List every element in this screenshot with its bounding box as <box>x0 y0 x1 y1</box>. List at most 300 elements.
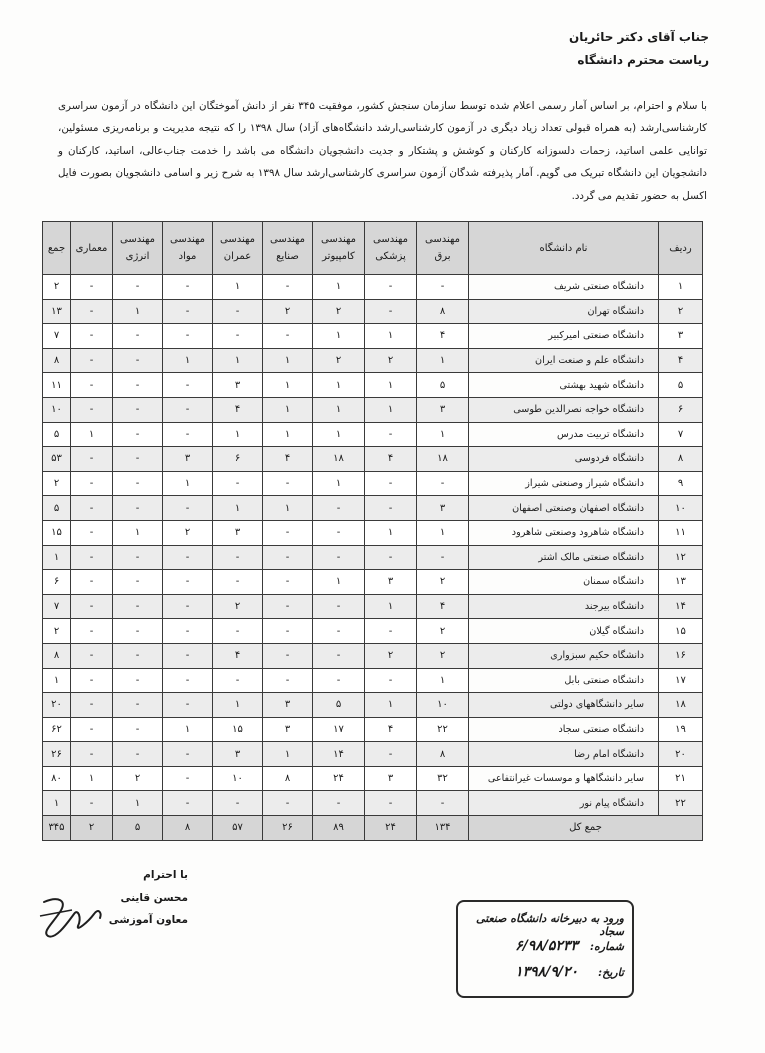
total-cell: ۲۶ <box>263 816 313 841</box>
count-cell: - <box>113 422 163 447</box>
university-cell: دانشگاه اصفهان وصنعتی اصفهان <box>469 496 659 521</box>
count-cell: - <box>113 496 163 521</box>
university-cell: دانشگاه فردوسی <box>469 447 659 472</box>
count-cell: - <box>113 324 163 349</box>
count-cell: - <box>417 471 469 496</box>
count-cell: - <box>163 742 213 767</box>
count-cell: ۱ <box>365 520 417 545</box>
totals-label: جمع کل <box>469 816 703 841</box>
count-cell: - <box>263 619 313 644</box>
count-cell: ۲۴ <box>313 766 365 791</box>
table-row <box>43 422 703 447</box>
row-number-cell: ۱۲ <box>659 545 703 570</box>
count-cell: ۱ <box>365 324 417 349</box>
count-cell: ۲ <box>113 766 163 791</box>
header-medical: مهندسی پزشکی <box>365 222 417 275</box>
count-cell: ۱ <box>113 791 163 816</box>
count-cell: ۳ <box>263 693 313 718</box>
count-cell: - <box>365 275 417 300</box>
count-cell: - <box>313 791 365 816</box>
count-cell: ۲ <box>417 570 469 595</box>
table-body <box>43 275 703 816</box>
count-cell: - <box>71 668 113 693</box>
count-cell: ۱ <box>213 496 263 521</box>
table-row <box>43 693 703 718</box>
row-number-cell: ۱۷ <box>659 668 703 693</box>
count-cell: - <box>365 299 417 324</box>
count-cell: - <box>113 570 163 595</box>
count-cell: ۱ <box>313 570 365 595</box>
university-cell: دانشگاه صنعتی بابل <box>469 668 659 693</box>
row-number-cell: ۱۰ <box>659 496 703 521</box>
count-cell: - <box>163 570 213 595</box>
signature-block <box>98 864 188 932</box>
count-cell: - <box>313 545 365 570</box>
count-cell: ۳ <box>163 447 213 472</box>
recipient-name: جناب آقای دکتر حائریان <box>569 30 709 44</box>
signer-name: محسن قاینی <box>120 891 188 904</box>
count-cell: ۱ <box>365 594 417 619</box>
totals-row <box>43 816 703 841</box>
row-number-cell: ۱ <box>659 275 703 300</box>
row-number-cell: ۶ <box>659 397 703 422</box>
row-total-cell: ۸ <box>43 348 71 373</box>
count-cell: - <box>71 742 113 767</box>
row-total-cell: ۱۱ <box>43 373 71 398</box>
count-cell: ۱۸ <box>313 447 365 472</box>
count-cell: ۲ <box>263 299 313 324</box>
count-cell: - <box>71 348 113 373</box>
university-cell: دانشگاه تهران <box>469 299 659 324</box>
count-cell: ۱ <box>313 397 365 422</box>
stamp-number-label: شماره: <box>589 940 624 953</box>
university-cell: سایر دانشگاههای دولتی <box>469 693 659 718</box>
count-cell: ۱ <box>113 299 163 324</box>
count-cell: ۱ <box>313 422 365 447</box>
count-cell: ۴ <box>417 594 469 619</box>
count-cell: ۱ <box>213 275 263 300</box>
university-cell: دانشگاه صنعتی سجاد <box>469 717 659 742</box>
count-cell: - <box>71 447 113 472</box>
row-number-cell: ۱۸ <box>659 693 703 718</box>
count-cell: - <box>417 791 469 816</box>
header-materials: مهندسی مواد <box>163 222 213 275</box>
count-cell: - <box>113 742 163 767</box>
table-header-row <box>43 222 703 275</box>
count-cell: - <box>365 471 417 496</box>
count-cell: - <box>71 471 113 496</box>
count-cell: - <box>365 496 417 521</box>
count-cell: ۲ <box>313 348 365 373</box>
count-cell: - <box>163 545 213 570</box>
row-total-cell: ۲ <box>43 619 71 644</box>
count-cell: ۱ <box>263 742 313 767</box>
count-cell: - <box>213 299 263 324</box>
count-cell: ۴ <box>213 397 263 422</box>
row-total-cell: ۱ <box>43 668 71 693</box>
row-total-cell: ۲۶ <box>43 742 71 767</box>
count-cell: - <box>113 643 163 668</box>
table-row <box>43 545 703 570</box>
header-university: نام دانشگاه <box>469 222 659 275</box>
university-cell: دانشگاه خواجه نصرالدین طوسی <box>469 397 659 422</box>
count-cell: ۱ <box>263 496 313 521</box>
count-cell: - <box>313 643 365 668</box>
count-cell: ۵ <box>313 693 365 718</box>
table-row <box>43 594 703 619</box>
count-cell: ۱۵ <box>213 717 263 742</box>
count-cell: ۲۲ <box>417 717 469 742</box>
row-total-cell: ۲ <box>43 471 71 496</box>
row-total-cell: ۲ <box>43 275 71 300</box>
count-cell: ۳ <box>213 742 263 767</box>
count-cell: ۱ <box>365 397 417 422</box>
university-cell: دانشگاه شهید بهشتی <box>469 373 659 398</box>
university-cell: دانشگاه حکیم سبزواری <box>469 643 659 668</box>
count-cell: ۱ <box>213 348 263 373</box>
count-cell: ۱۴ <box>313 742 365 767</box>
count-cell: ۲ <box>313 299 365 324</box>
count-cell: ۱ <box>263 373 313 398</box>
count-cell: - <box>71 520 113 545</box>
count-cell: - <box>163 422 213 447</box>
total-cell: ۸۹ <box>313 816 365 841</box>
count-cell: - <box>71 397 113 422</box>
count-cell: - <box>263 275 313 300</box>
row-total-cell: ۲۰ <box>43 693 71 718</box>
count-cell: ۱ <box>417 422 469 447</box>
count-cell: - <box>71 373 113 398</box>
count-cell: - <box>71 717 113 742</box>
table-row <box>43 742 703 767</box>
count-cell: - <box>163 496 213 521</box>
count-cell: - <box>163 643 213 668</box>
count-cell: ۱ <box>263 422 313 447</box>
university-cell: دانشگاه صنعتی امیرکبیر <box>469 324 659 349</box>
count-cell: ۱ <box>213 422 263 447</box>
recipient-title: ریاست محترم دانشگاه <box>577 53 709 67</box>
row-number-cell: ۱۳ <box>659 570 703 595</box>
count-cell: - <box>71 496 113 521</box>
count-cell: ۶ <box>213 447 263 472</box>
count-cell: - <box>113 545 163 570</box>
header-computer: مهندسی کامپیوتر <box>313 222 365 275</box>
count-cell: - <box>313 520 365 545</box>
count-cell: ۱۷ <box>313 717 365 742</box>
count-cell: ۱۰ <box>213 766 263 791</box>
row-total-cell: ۸ <box>43 643 71 668</box>
university-cell: دانشگاه صنعتی شریف <box>469 275 659 300</box>
row-total-cell: ۱۰ <box>43 397 71 422</box>
row-total-cell: ۶ <box>43 570 71 595</box>
count-cell: - <box>213 545 263 570</box>
university-cell: دانشگاه سمنان <box>469 570 659 595</box>
count-cell: - <box>365 742 417 767</box>
row-total-cell: ۱۵ <box>43 520 71 545</box>
stamp-number-value: ۶/۹۸/۵۲۳۳ <box>515 938 578 954</box>
count-cell: - <box>263 471 313 496</box>
row-number-cell: ۲۲ <box>659 791 703 816</box>
count-cell: - <box>213 324 263 349</box>
total-cell: ۱۳۴ <box>417 816 469 841</box>
header-row-number: ردیف <box>659 222 703 275</box>
header-architecture: معماری <box>71 222 113 275</box>
count-cell: - <box>163 373 213 398</box>
university-cell: دانشگاه تربیت مدرس <box>469 422 659 447</box>
table-row <box>43 668 703 693</box>
count-cell: - <box>71 791 113 816</box>
count-cell: - <box>213 791 263 816</box>
admissions-table <box>42 221 703 841</box>
count-cell: - <box>113 397 163 422</box>
count-cell: - <box>213 570 263 595</box>
table-row <box>43 447 703 472</box>
count-cell: ۲ <box>365 643 417 668</box>
count-cell: ۱ <box>313 373 365 398</box>
count-cell: - <box>263 324 313 349</box>
count-cell: - <box>263 791 313 816</box>
count-cell: ۱۰ <box>417 693 469 718</box>
count-cell: ۱ <box>71 766 113 791</box>
count-cell: ۲ <box>365 348 417 373</box>
count-cell: - <box>163 693 213 718</box>
table-row <box>43 619 703 644</box>
count-cell: - <box>113 619 163 644</box>
count-cell: ۱۸ <box>417 447 469 472</box>
row-total-cell: ۷ <box>43 324 71 349</box>
count-cell: - <box>417 545 469 570</box>
count-cell: ۱ <box>313 275 365 300</box>
university-cell: دانشگاه پیام نور <box>469 791 659 816</box>
count-cell: - <box>71 545 113 570</box>
table-row <box>43 397 703 422</box>
count-cell: - <box>365 619 417 644</box>
count-cell: - <box>113 447 163 472</box>
count-cell: - <box>263 570 313 595</box>
count-cell: ۳ <box>417 397 469 422</box>
header-electrical: مهندسی برق <box>417 222 469 275</box>
table-row <box>43 373 703 398</box>
total-cell: ۵۷ <box>213 816 263 841</box>
count-cell: ۱ <box>417 668 469 693</box>
count-cell: - <box>71 619 113 644</box>
table-row <box>43 717 703 742</box>
count-cell: - <box>71 570 113 595</box>
row-number-cell: ۱۴ <box>659 594 703 619</box>
table-row <box>43 570 703 595</box>
count-cell: ۳ <box>213 520 263 545</box>
row-number-cell: ۵ <box>659 373 703 398</box>
count-cell: ۳ <box>365 766 417 791</box>
count-cell: - <box>163 619 213 644</box>
signer-title: معاون آموزشی <box>108 914 188 926</box>
count-cell: ۱ <box>313 324 365 349</box>
count-cell: - <box>313 594 365 619</box>
count-cell: - <box>263 545 313 570</box>
count-cell: ۲ <box>213 594 263 619</box>
count-cell: - <box>313 496 365 521</box>
count-cell: ۱ <box>71 422 113 447</box>
salutation <box>569 26 709 72</box>
count-cell: - <box>113 594 163 619</box>
row-number-cell: ۲ <box>659 299 703 324</box>
header-industrial: مهندسی صنایع <box>263 222 313 275</box>
count-cell: ۴ <box>365 717 417 742</box>
table-row <box>43 791 703 816</box>
count-cell: - <box>113 348 163 373</box>
count-cell: - <box>71 693 113 718</box>
count-cell: - <box>163 324 213 349</box>
row-number-cell: ۱۱ <box>659 520 703 545</box>
university-cell: دانشگاه شاهرود وصنعتی شاهرود <box>469 520 659 545</box>
registry-stamp <box>456 900 634 998</box>
count-cell: - <box>213 668 263 693</box>
row-number-cell: ۱۶ <box>659 643 703 668</box>
count-cell: - <box>263 520 313 545</box>
count-cell: - <box>365 791 417 816</box>
total-cell: ۲۴ <box>365 816 417 841</box>
count-cell: ۲ <box>163 520 213 545</box>
total-cell: ۳۴۵ <box>43 816 71 841</box>
university-cell: دانشگاه بیرجند <box>469 594 659 619</box>
count-cell: - <box>263 643 313 668</box>
row-total-cell: ۱۳ <box>43 299 71 324</box>
row-total-cell: ۵ <box>43 496 71 521</box>
row-number-cell: ۳ <box>659 324 703 349</box>
table-row <box>43 471 703 496</box>
count-cell: - <box>213 471 263 496</box>
intro-paragraph: با سلام و احترام، بر اساس آمار رسمی اعلام شده توسط سازمان سنجش کشور، موفقیت ۳۴۵ نفر از دانش آموختگان این دانشگاه در آزمون سراسری کارشناسی‌ارشد (به همراه قبولی تعداد زیاد دیگری در آزمون کارشناسی‌ارشد دانشگاه‌های آزاد) سال ۱۳۹۸ را که نتیجه مدیریت و برنامه‌ریزی مسئولین، توانایی علمی اساتید، زحمات دلسوزانه کارکنان و کوشش و پشتکار و جدیت دانشجویان دانشگاه می باشد را خدمت جناب‌عالی، اساتید، کارکنان و دانشجویان این دانشگاه تبریک می گویم. آمار پذیرفته شدگان آزمون سراسری کارشناسی‌ارشد سال ۱۳۹۸ به شرح زیر و اسامی دانشجویان بصورت فایل اکسل به حضور تقدیم می گردد. <box>58 100 708 202</box>
row-number-cell: ۲۱ <box>659 766 703 791</box>
header-civil: مهندسی عمران <box>213 222 263 275</box>
row-total-cell: ۱ <box>43 791 71 816</box>
count-cell: - <box>163 791 213 816</box>
count-cell: - <box>113 275 163 300</box>
count-cell: - <box>113 693 163 718</box>
count-cell: ۲ <box>417 643 469 668</box>
row-number-cell: ۸ <box>659 447 703 472</box>
row-number-cell: ۱۹ <box>659 717 703 742</box>
count-cell: ۳ <box>417 496 469 521</box>
table-row <box>43 643 703 668</box>
row-total-cell: ۵ <box>43 422 71 447</box>
total-cell: ۸ <box>163 816 213 841</box>
count-cell: ۱ <box>113 520 163 545</box>
table-row <box>43 299 703 324</box>
count-cell: - <box>313 619 365 644</box>
count-cell: - <box>163 668 213 693</box>
count-cell: ۱ <box>313 471 365 496</box>
count-cell: - <box>163 594 213 619</box>
table-row <box>43 766 703 791</box>
count-cell: - <box>71 275 113 300</box>
university-cell: دانشگاه صنعتی مالک اشتر <box>469 545 659 570</box>
count-cell: ۱ <box>417 348 469 373</box>
header-total: جمع <box>43 222 71 275</box>
university-cell: دانشگاه امام رضا <box>469 742 659 767</box>
table-row <box>43 348 703 373</box>
count-cell: - <box>163 299 213 324</box>
closing: با احترام <box>143 869 188 881</box>
row-number-cell: ۴ <box>659 348 703 373</box>
count-cell: ۱ <box>365 373 417 398</box>
count-cell: ۴ <box>213 643 263 668</box>
count-cell: ۳ <box>263 717 313 742</box>
stamp-title: ورود به دبیرخانه دانشگاه صنعتی سجاد <box>475 912 624 938</box>
count-cell: ۱ <box>163 348 213 373</box>
count-cell: ۴ <box>263 447 313 472</box>
count-cell: ۳ <box>365 570 417 595</box>
count-cell: - <box>213 619 263 644</box>
row-total-cell: ۷ <box>43 594 71 619</box>
row-number-cell: ۲۰ <box>659 742 703 767</box>
university-cell: دانشگاه علم و صنعت ایران <box>469 348 659 373</box>
count-cell: ۱ <box>263 348 313 373</box>
row-number-cell: ۷ <box>659 422 703 447</box>
count-cell: ۳ <box>213 373 263 398</box>
table-row <box>43 520 703 545</box>
count-cell: - <box>163 397 213 422</box>
count-cell: ۸ <box>417 299 469 324</box>
count-cell: ۸ <box>263 766 313 791</box>
count-cell: ۴ <box>365 447 417 472</box>
count-cell: - <box>113 373 163 398</box>
university-cell: سایر دانشگاهها و موسسات غیرانتفاعی <box>469 766 659 791</box>
count-cell: ۴ <box>417 324 469 349</box>
count-cell: ۲ <box>417 619 469 644</box>
count-cell: ۱ <box>163 471 213 496</box>
table-row <box>43 275 703 300</box>
table-row <box>43 324 703 349</box>
count-cell: - <box>313 668 365 693</box>
stamp-date-label: تاریخ: <box>598 966 624 979</box>
count-cell: ۱ <box>263 397 313 422</box>
count-cell: - <box>163 275 213 300</box>
count-cell: ۱ <box>417 520 469 545</box>
count-cell: - <box>263 668 313 693</box>
row-number-cell: ۹ <box>659 471 703 496</box>
count-cell: - <box>365 545 417 570</box>
row-total-cell: ۱ <box>43 545 71 570</box>
total-cell: ۵ <box>113 816 163 841</box>
count-cell: - <box>71 594 113 619</box>
count-cell: - <box>113 717 163 742</box>
count-cell: - <box>417 275 469 300</box>
header-energy: مهندسی انرژی <box>113 222 163 275</box>
count-cell: ۸ <box>417 742 469 767</box>
count-cell: ۱ <box>163 717 213 742</box>
university-cell: دانشگاه گیلان <box>469 619 659 644</box>
count-cell: - <box>365 668 417 693</box>
count-cell: ۵ <box>417 373 469 398</box>
row-total-cell: ۸۰ <box>43 766 71 791</box>
count-cell: - <box>113 471 163 496</box>
table-row <box>43 496 703 521</box>
count-cell: - <box>113 668 163 693</box>
university-cell: دانشگاه شیراز وصنعتی شیراز <box>469 471 659 496</box>
count-cell: - <box>71 299 113 324</box>
count-cell: - <box>163 766 213 791</box>
stamp-date-value: ۱۳۹۸/۹/۲۰ <box>515 964 578 980</box>
count-cell: - <box>71 324 113 349</box>
row-total-cell: ۶۲ <box>43 717 71 742</box>
count-cell: - <box>71 643 113 668</box>
count-cell: - <box>263 594 313 619</box>
row-total-cell: ۵۳ <box>43 447 71 472</box>
handwritten-signature <box>38 892 108 942</box>
count-cell: ۳۲ <box>417 766 469 791</box>
count-cell: ۱ <box>365 693 417 718</box>
